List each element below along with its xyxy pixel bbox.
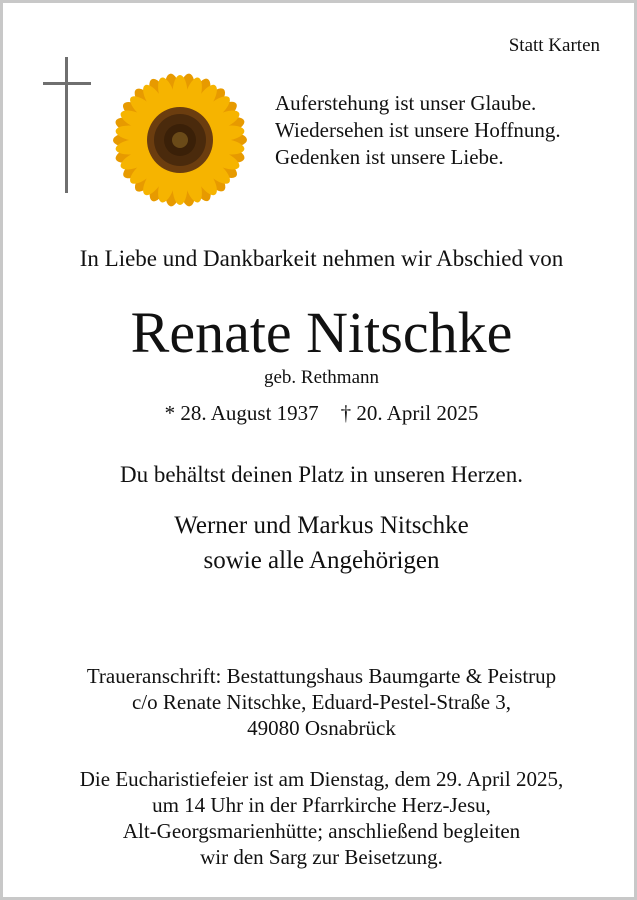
verse-line: Auferstehung ist unser Glaube. [275,91,537,115]
statt-karten-note: Statt Karten [508,35,600,56]
maiden-name: geb. Rethmann [263,367,380,388]
sunflower-icon [107,67,253,213]
cross-icon [43,57,91,193]
service-line: Alt-Georgsmarienhütte; anschließend begleiten [122,819,521,843]
death-date: † 20. April 2025 [340,401,479,425]
birth-date: * 28. August 1937 [164,401,319,425]
service-line: Die Eucharistiefeier ist am Dienstag, dem 29. April 2025, [79,767,564,791]
life-dates [3,401,637,426]
service-info [3,766,637,870]
intro-text: In Liebe und Dankbarkeit nehmen wir Abschied von [79,246,564,271]
mourning-address [3,663,637,741]
verse-line: Wiedersehen ist unsere Hoffnung. [275,118,561,142]
family-line: sowie alle Angehörigen [203,547,440,574]
service-line: um 14 Uhr in der Pfarrkirche Herz-Jesu, [152,793,491,817]
memorial-verse [275,90,561,171]
verse-line: Gedenken ist unsere Liebe. [275,145,504,169]
motto-text: Du behältst deinen Platz in unseren Herzen. [119,462,523,487]
service-line: wir den Sarg zur Beisetzung. [200,845,443,869]
address-line: c/o Renate Nitschke, Eduard-Pestel-Straße 3, [131,690,512,714]
family-line: Werner und Markus Nitschke [174,512,469,539]
deceased-name: Renate Nitschke [130,300,513,365]
family-signature [3,508,637,578]
address-line: Traueranschrift: Bestattungshaus Baumgarte & Peistrup [86,664,557,688]
address-line: 49080 Osnabrück [247,716,396,740]
